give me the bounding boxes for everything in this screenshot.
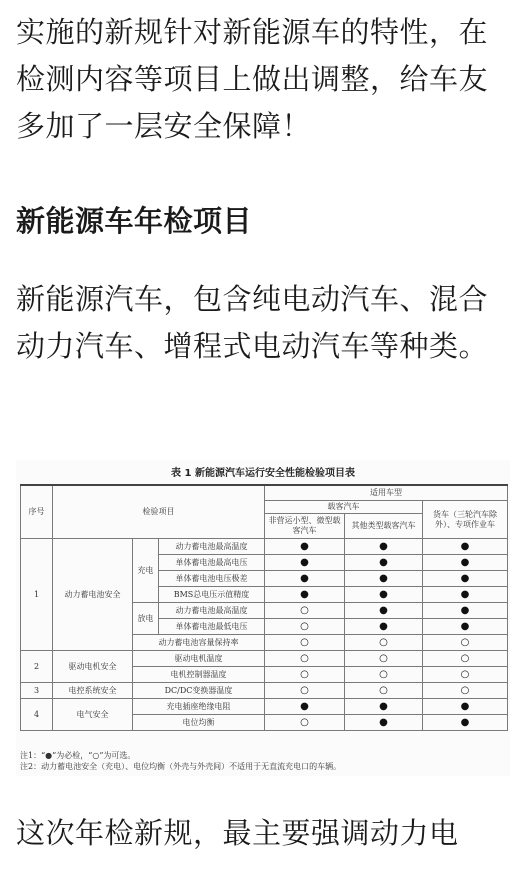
- mark-small: ○: [265, 667, 345, 683]
- subgroup-discharge: 放电: [133, 603, 159, 635]
- mark-small: ○: [265, 651, 345, 667]
- table-row: [21, 683, 508, 699]
- group-number: 4: [21, 699, 53, 731]
- row-item: 单体蓄电池电压极差: [159, 571, 265, 587]
- mark-truck: ○: [423, 683, 508, 699]
- mark-truck: ●: [423, 555, 508, 571]
- mark-small: ○: [265, 619, 345, 635]
- mark-other: ●: [345, 539, 423, 555]
- subgroup-charge: 充电: [133, 539, 159, 603]
- table-title: 表 1 新能源汽车运行安全性能检验项目表: [171, 468, 355, 479]
- mark-small: ○: [265, 635, 345, 651]
- table-row: [21, 651, 508, 667]
- mark-small: ●: [265, 587, 345, 603]
- row-item: 单体蓄电池最高电压: [159, 555, 265, 571]
- mark-small: ●: [265, 539, 345, 555]
- mark-other: ○: [345, 683, 423, 699]
- group-name: 驱动电机安全: [53, 651, 133, 683]
- types-paragraph: 新能源汽车，包含纯电动汽车、混合动力汽车、增程式电动汽车等种类。: [16, 282, 489, 363]
- mark-truck: ●: [423, 571, 508, 587]
- row-item: 动力蓄电池容量保持率: [133, 635, 265, 651]
- mark-truck: ○: [423, 651, 508, 667]
- row-item: 电位均衡: [133, 715, 265, 731]
- mark-truck: ●: [423, 715, 508, 731]
- group-number: 2: [21, 651, 53, 683]
- closing-paragraph: 这次年检新规，最主要强调动力电: [16, 816, 459, 850]
- table-notes: [20, 750, 507, 772]
- mark-other: ○: [345, 667, 423, 683]
- mark-small: ●: [265, 555, 345, 571]
- inspection-table-figure: [16, 460, 510, 776]
- table-row: [21, 699, 508, 715]
- row-item: BMS总电压示值精度: [159, 587, 265, 603]
- note-2: 注2：动力蓄电池安全（充电）、电位均衡（外壳与外壳间）不适用于无直流充电口的车辆。: [20, 762, 342, 771]
- header-seq: 序号: [21, 485, 53, 539]
- mark-truck: ○: [423, 667, 508, 683]
- row-item: 充电插座绝缘电阻: [133, 699, 265, 715]
- mark-truck: ●: [423, 603, 508, 619]
- header-truck: 货车（三轮汽车除外）、专项作业车: [423, 501, 508, 539]
- mark-other: ●: [345, 555, 423, 571]
- mark-truck: ●: [423, 539, 508, 555]
- mark-small: ○: [265, 603, 345, 619]
- mark-other: ●: [345, 619, 423, 635]
- mark-small: ●: [265, 699, 345, 715]
- section-heading: 新能源车年检项目: [16, 204, 253, 238]
- header-applicable: 适用车型: [265, 485, 508, 501]
- mark-truck: ●: [423, 619, 508, 635]
- row-item: 动力蓄电池最高温度: [159, 539, 265, 555]
- row-item: 动力蓄电池最高温度: [159, 603, 265, 619]
- mark-small: ●: [265, 571, 345, 587]
- group-name: 电气安全: [53, 699, 133, 731]
- header-passenger: 载客汽车: [265, 501, 423, 514]
- mark-other: ○: [345, 635, 423, 651]
- mark-other: ●: [345, 571, 423, 587]
- header-small-passenger: 非营运小型、微型载客汽车: [265, 514, 345, 539]
- group-name: 动力蓄电池安全: [53, 539, 133, 651]
- header-item: 检验项目: [53, 485, 265, 539]
- note-1: 注1：“●”为必检，“○”为可选。: [20, 751, 136, 760]
- mark-other: ○: [345, 651, 423, 667]
- row-item: DC/DC变换器温度: [133, 683, 265, 699]
- mark-other: ●: [345, 699, 423, 715]
- mark-other: ●: [345, 715, 423, 731]
- group-number: 1: [21, 539, 53, 651]
- table-row: [21, 539, 508, 555]
- group-name: 电控系统安全: [53, 683, 133, 699]
- mark-truck: ○: [423, 635, 508, 651]
- mark-small: ○: [265, 715, 345, 731]
- mark-truck: ●: [423, 587, 508, 603]
- group-number: 3: [21, 683, 53, 699]
- row-item: 电机控制器温度: [133, 667, 265, 683]
- row-item: 驱动电机温度: [133, 651, 265, 667]
- header-other-passenger: 其他类型载客汽车: [345, 514, 423, 539]
- row-item: 单体蓄电池最低电压: [159, 619, 265, 635]
- inspection-table: [20, 484, 508, 731]
- mark-small: ○: [265, 683, 345, 699]
- mark-other: ●: [345, 587, 423, 603]
- intro-paragraph: 实施的新规针对新能源车的特性，在检测内容等项目上做出调整，给车友多加了一层安全保障！: [16, 15, 489, 143]
- mark-truck: ●: [423, 699, 508, 715]
- mark-other: ●: [345, 603, 423, 619]
